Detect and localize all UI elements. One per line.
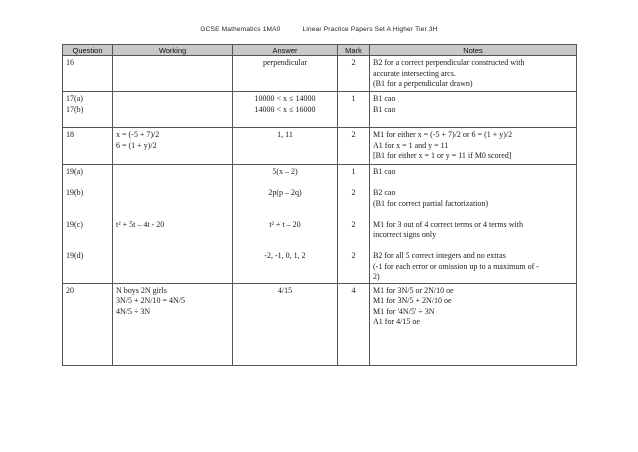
question-cell bbox=[63, 283, 113, 365]
working-line bbox=[116, 209, 229, 220]
column-header-answer: Answer bbox=[233, 45, 338, 56]
answer-line bbox=[236, 178, 334, 189]
mark-cell bbox=[338, 92, 370, 128]
notes-line: M1 for 3N/5 + 2N/10 oe bbox=[373, 296, 452, 305]
mark-line: 2 bbox=[351, 188, 356, 197]
answer-line: t² + t – 20 bbox=[269, 219, 301, 229]
question-cell bbox=[63, 56, 113, 92]
working-line: 4N/5 ÷ 3N bbox=[116, 306, 151, 316]
mark-cell bbox=[338, 56, 370, 92]
working-line: 6 = (1 + y)/2 bbox=[116, 140, 157, 150]
answer-line: perpendicular bbox=[263, 58, 307, 67]
notes-line: (B1 for correct partial factorization) bbox=[373, 198, 489, 208]
working-line: N boys 2N girls bbox=[116, 285, 167, 295]
header-paper: Linear Practice Papers Set A Higher Tier 3H bbox=[302, 26, 438, 33]
header-course: GCSE Mathematics 1MA0 bbox=[200, 26, 281, 33]
column-header-mark: Mark bbox=[338, 45, 370, 56]
notes-cell bbox=[370, 165, 577, 284]
question-line bbox=[66, 199, 109, 210]
markscheme-table bbox=[62, 44, 577, 366]
column-header-working: Working bbox=[113, 45, 233, 56]
question-line: 19(d) bbox=[66, 251, 84, 260]
answer-line: 10000 < x ≤ 14000 bbox=[254, 94, 316, 103]
working-cell bbox=[113, 128, 233, 165]
question-line: 20 bbox=[66, 285, 74, 295]
mark-line: 1 bbox=[351, 94, 356, 103]
notes-line: B1 cao bbox=[373, 94, 396, 103]
question-line bbox=[66, 241, 109, 252]
notes-line: A1 for x = 1 and y = 11 bbox=[373, 140, 449, 150]
notes-cell bbox=[370, 92, 577, 128]
notes-cell bbox=[370, 128, 577, 165]
table-body bbox=[63, 56, 577, 366]
column-header-question: Question bbox=[63, 45, 113, 56]
answer-line: -2, -1, 0, 1, 2 bbox=[264, 251, 306, 260]
notes-line: incorrect signs only bbox=[373, 230, 437, 239]
question-line: 17(b) bbox=[66, 104, 84, 114]
notes-line: (B1 for a perpendicular drawn) bbox=[373, 79, 473, 88]
mark-line: 2 bbox=[351, 130, 356, 139]
notes-cell bbox=[370, 283, 577, 365]
answer-line bbox=[236, 209, 334, 220]
notes-line bbox=[373, 241, 573, 252]
table-row bbox=[63, 283, 577, 365]
table-row bbox=[63, 56, 577, 92]
question-line: 16 bbox=[66, 58, 74, 67]
answer-line bbox=[236, 199, 334, 210]
question-cell bbox=[63, 92, 113, 128]
question-line: 17(a) bbox=[66, 94, 83, 103]
working-cell bbox=[113, 283, 233, 365]
table-row bbox=[63, 165, 577, 284]
notes-line: B1 cao bbox=[373, 167, 396, 176]
question-line bbox=[66, 209, 109, 220]
mark-line bbox=[341, 230, 366, 241]
notes-line bbox=[373, 178, 573, 189]
notes-line: A1 for 4/15 oe bbox=[373, 317, 420, 326]
question-line bbox=[66, 178, 109, 189]
mark-line: 4 bbox=[351, 285, 356, 295]
table-row bbox=[63, 128, 577, 165]
answer-cell bbox=[233, 283, 338, 365]
notes-line: M1 for 3 out of 4 correct terms or 4 terms with bbox=[373, 219, 523, 229]
table-header-row bbox=[63, 45, 577, 56]
working-line bbox=[116, 167, 229, 178]
mark-line: 2 bbox=[351, 58, 356, 67]
notes-line: M1 for either x = (-5 + 7)/2 or 6 = (1 + y)/2 bbox=[373, 130, 513, 139]
answer-cell bbox=[233, 165, 338, 284]
question-cell bbox=[63, 165, 113, 284]
table-row bbox=[63, 92, 577, 128]
question-line: 19(a) bbox=[66, 167, 83, 176]
answer-line: 14000 < x ≤ 16000 bbox=[254, 104, 316, 114]
question-line: 18 bbox=[66, 130, 74, 139]
mark-line bbox=[341, 199, 366, 210]
working-line bbox=[116, 178, 229, 189]
working-line: 3N/5 + 2N/10 = 4N/5 bbox=[116, 296, 186, 305]
answer-line bbox=[236, 241, 334, 252]
answer-line bbox=[236, 230, 334, 241]
mark-line: 2 bbox=[351, 251, 356, 260]
notes-line: M1 for 3N/5 or 2N/10 oe bbox=[373, 285, 454, 295]
notes-cell bbox=[370, 56, 577, 92]
notes-line: B2 cao bbox=[373, 188, 396, 197]
working-cell bbox=[113, 165, 233, 284]
mark-line bbox=[341, 209, 366, 220]
working-line: t² + 5t – 4t - 20 bbox=[116, 219, 165, 229]
mark-cell bbox=[338, 283, 370, 365]
notes-line: [B1 for either x = 1 or y = 11 if M0 scored] bbox=[373, 151, 512, 160]
answer-cell bbox=[233, 92, 338, 128]
notes-line: B1 cao bbox=[373, 104, 396, 114]
mark-cell bbox=[338, 165, 370, 284]
mark-cell bbox=[338, 128, 370, 165]
question-line bbox=[66, 230, 109, 241]
column-header-notes: Notes bbox=[370, 45, 577, 56]
notes-line: B2 for a correct perpendicular constructed with bbox=[373, 58, 525, 67]
notes-line: B2 for all 5 correct integers and no extras bbox=[373, 251, 506, 260]
answer-cell bbox=[233, 128, 338, 165]
question-line: 19(c) bbox=[66, 219, 83, 229]
question-cell bbox=[63, 128, 113, 165]
working-line bbox=[116, 199, 229, 210]
answer-line: 5(x – 2) bbox=[272, 167, 298, 176]
answer-line: 2p(p – 2q) bbox=[268, 188, 302, 197]
notes-line: accurate intersecting arcs. bbox=[373, 68, 456, 78]
working-line bbox=[116, 188, 229, 199]
page-header bbox=[0, 26, 638, 33]
mark-line: 2 bbox=[351, 219, 356, 229]
working-cell bbox=[113, 92, 233, 128]
mark-line bbox=[341, 178, 366, 189]
notes-line: 2) bbox=[373, 272, 380, 281]
notes-line: M1 for '4N/5' ÷ 3N bbox=[373, 306, 435, 316]
working-line: x = (-5 + 7)/2 bbox=[116, 130, 160, 139]
answer-cell bbox=[233, 56, 338, 92]
answer-line: 4/15 bbox=[277, 285, 293, 295]
answer-line: 1, 11 bbox=[277, 130, 293, 139]
question-line: 19(b) bbox=[66, 188, 84, 197]
mark-line bbox=[341, 241, 366, 252]
notes-line: (-1 for each error or omission up to a maximum of - bbox=[373, 261, 539, 271]
working-cell bbox=[113, 56, 233, 92]
notes-line bbox=[373, 209, 573, 220]
mark-line: 1 bbox=[351, 167, 356, 176]
